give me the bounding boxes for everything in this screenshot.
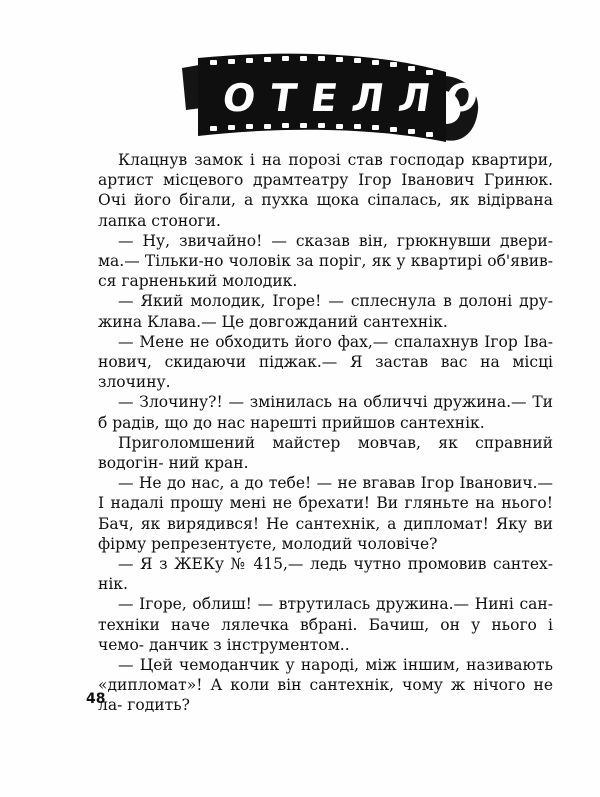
paragraph: — Ігоре, облиш! — втрутилась дружина.— Нині сан- техніки наче лялечка вбрані. Бачиш, он у нього і чемо- данчик з інструментом.. <box>98 595 553 654</box>
paragraph: Клацнув замок і на порозі став господар квартири, артист місцевого драмтеатру Ігор Іванович Гринюк. Очі його бігали, а пухка щока сіпалась, як відірвана лапка стоноги. <box>98 151 553 230</box>
paragraph: — Мене не обходить його фах,— спалахнув Ігор Іва- нович, скидаючи піджак.— Я застав вас на місці злочину. <box>98 332 553 392</box>
paragraph: — Злочину?! — змінилась на обличчі дружина.— Ти б радів, що до нас нарешті прийшов сантехнік. <box>98 393 553 432</box>
story-title: ОТЕЛЛО <box>219 76 496 120</box>
page-number: 48 <box>86 691 106 707</box>
paragraph: — Ну, звичайно! — сказав він, грюкнувши двери- ма.— Тільки-но чоловік за поріг, як у квартирі об'явив- ся гарненький молодик. <box>98 231 553 291</box>
paragraph: — Не до нас, а до тебе! — не вгавав Ігор Іванович.— І надалі прошу мені не брехати! Ви гляньте на нього! Бач, як вирядився! Не сантехнік, а дипломат! Яку ви фірму репрезентуєте, молодий чоловіче? <box>98 474 553 553</box>
paragraph: — Який молодик, Ігоре! — сплеснула в долоні дру- жина Клава.— Це довгожданий сантехнік. <box>98 292 553 331</box>
paragraph: Приголомшений майстер мовчав, як справний водогін- ний кран. <box>98 433 553 473</box>
story-text <box>98 150 553 716</box>
paragraph: — Цей чемоданчик у народі, між іншим, називають «дипломат»! А коли він сантехнік, чому ж нічого не ла- годить? <box>98 656 553 715</box>
paragraph: — Я з ЖЕКу № 415,— ледь чутно промовив сантех- нік. <box>98 555 553 594</box>
